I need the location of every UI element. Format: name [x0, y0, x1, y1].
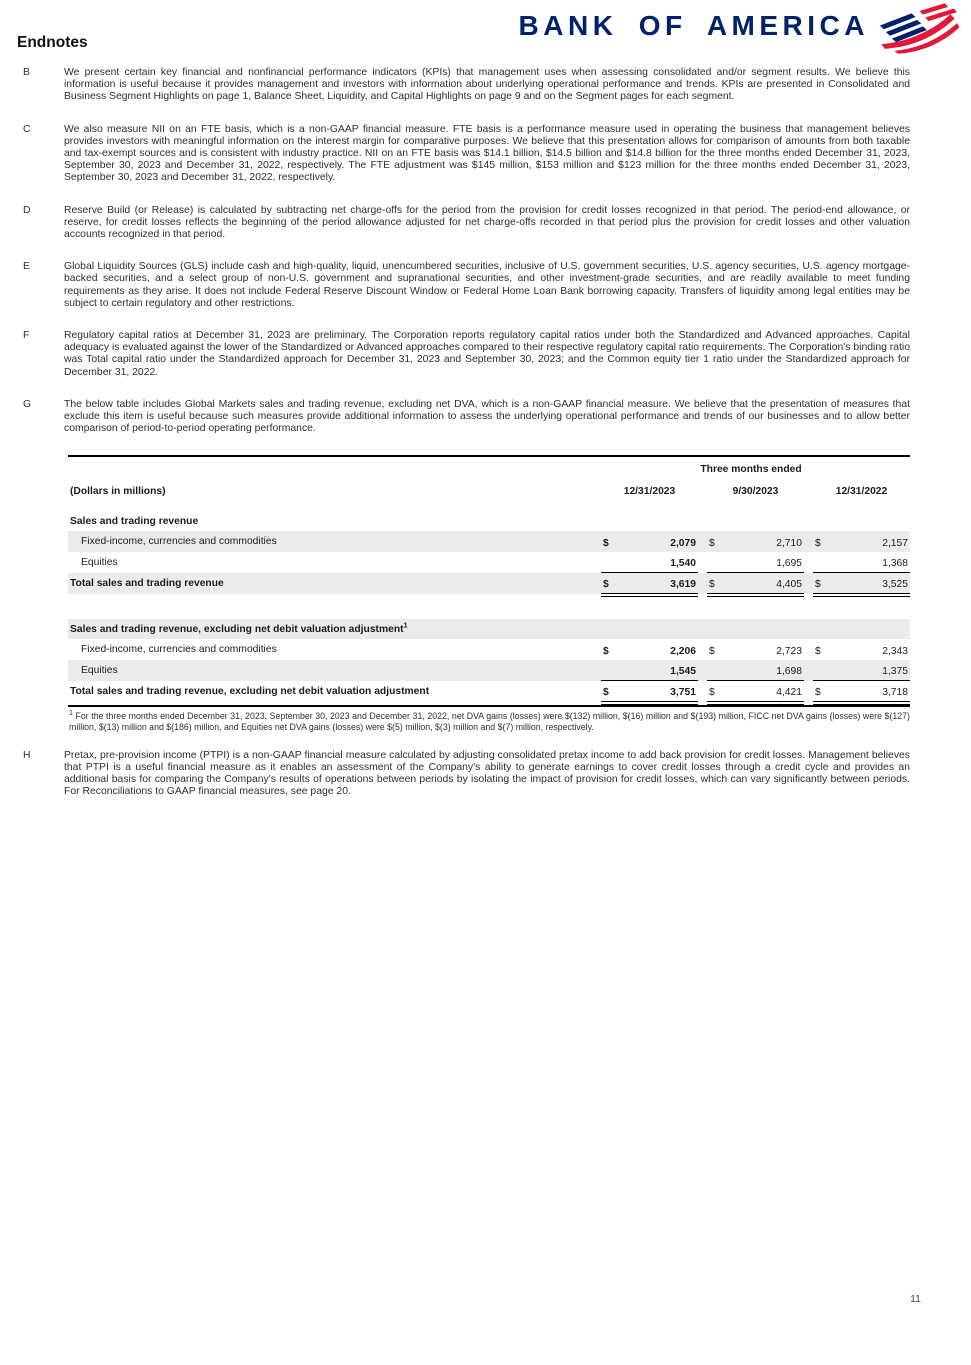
table-cell [601, 552, 698, 573]
endnote-f [23, 330, 910, 379]
cell-value: 3,718 [882, 687, 908, 699]
column-header: 12/31/2023 [623, 486, 676, 498]
endnote-letter: G [23, 398, 32, 410]
cell-value: 1,698 [776, 666, 802, 678]
cell-value: 1,545 [670, 666, 696, 678]
cell-value: 3,751 [670, 687, 696, 699]
table-row [68, 531, 910, 552]
endnote-letter: C [23, 123, 31, 135]
table-cell [601, 639, 698, 660]
table-cell [707, 552, 804, 573]
cell-value: 2,206 [670, 646, 696, 658]
page-number: 11 [910, 1293, 921, 1305]
table-top-rule [68, 455, 910, 457]
cell-value: 2,079 [670, 538, 696, 550]
currency-symbol: $ [709, 687, 715, 699]
currency-symbol: $ [603, 687, 609, 699]
row-label: Total sales and trading revenue, excluding net debit valuation adjustment [70, 686, 430, 698]
currency-symbol: $ [815, 579, 821, 591]
endnote-letter: B [23, 67, 30, 78]
cell-value: 2,710 [776, 538, 802, 550]
dollars-in-millions-label: (Dollars in millions) [70, 486, 166, 498]
bank-of-america-logo [519, 2, 965, 54]
table-cell [813, 681, 910, 702]
flagscape-icon [871, 2, 965, 54]
table-span-header-row [68, 461, 910, 478]
table-cell [813, 660, 910, 681]
currency-symbol: $ [815, 538, 821, 550]
cell-value: 2,157 [882, 538, 908, 550]
currency-symbol: $ [709, 538, 715, 550]
section-header: Sales and trading revenue, excluding net debit valuation adjustment$^1$ [70, 622, 408, 635]
table-cell [813, 531, 910, 552]
row-label: Fixed-income, currencies and commodities [81, 536, 277, 548]
section-header-row [68, 619, 910, 639]
currency-symbol: $ [709, 646, 715, 658]
table-cell [813, 573, 910, 594]
page-title: Endnotes [17, 34, 88, 51]
currency-symbol: $ [709, 579, 715, 591]
table-column-header-row [68, 481, 910, 502]
table-span-header: Three months ended [700, 464, 802, 476]
cell-value: 3,619 [670, 579, 696, 591]
currency-symbol: $ [815, 646, 821, 658]
row-label: Total sales and trading revenue [70, 578, 224, 590]
endnote-g [23, 399, 910, 436]
table-total-row [68, 573, 910, 594]
endnote-b [23, 67, 910, 104]
table-cell [601, 531, 698, 552]
cell-value: 1,540 [670, 558, 696, 570]
table-cell [707, 531, 804, 552]
currency-symbol: $ [603, 538, 609, 550]
bank-of-america-wordmark: BANK OF AMERICA [518, 10, 869, 41]
endnote-letter: F [23, 330, 30, 342]
table-total-row [68, 681, 910, 702]
table-section-gap [68, 594, 910, 619]
column-header: 12/31/2022 [835, 486, 888, 498]
endnote-text: Global Liquidity Sources (GLS) include cash and high-quality, liquid, unencumbered securities, inclusive of U.S. government securities, U.S. agency securities, U.S. agency mortgage-backed securities, and a select group of non-U.S. government and supranational securities, and other investment-grade securities, and are readily available to meet funding requirements as they arise. It does not include Federal Reserve Discount Window or Federal Home Loan Bank borrowing capacity. Transfers of liquidity among legal entities may be subject to certain regulatory and other restrictions. [64, 261, 910, 309]
sales-trading-table [68, 455, 910, 707]
table-cell [601, 660, 698, 681]
currency-symbol: $ [815, 687, 821, 699]
table-cell [707, 660, 804, 681]
endnote-c [23, 124, 910, 185]
cell-value: 2,723 [776, 646, 802, 658]
footnote-marker: 1 [69, 710, 73, 718]
row-label: Equities [81, 665, 118, 677]
table-footnote [68, 711, 910, 732]
footnote-marker: 1 [403, 622, 408, 630]
cell-value: 2,343 [882, 646, 908, 658]
endnote-h [23, 750, 910, 799]
cell-value: 4,421 [776, 687, 802, 699]
endnotes-list [0, 67, 971, 435]
section-header: Sales and trading revenue [70, 515, 199, 527]
currency-symbol: $ [603, 646, 609, 658]
endnote-text: Pretax, pre-provision income (PTPI) is a non-GAAP financial measure calculated by adjusting consolidated pretax income to add back provision for credit losses. Management believes that PTPI is a useful financial measure as it enables an assessment of the Company's ability to generate earnings to cover credit losses through a credit cycle and provides an additional basis for comparing the Company's results of operations between periods by isolating the impact of provision for credit losses, which can vary significantly between periods. For Reconciliations to GAAP financial measures, see page 20. [64, 749, 910, 798]
row-label: Equities [81, 557, 118, 569]
table-bottom-rule [68, 705, 910, 707]
section-header-row [68, 511, 910, 531]
endnote-text: Regulatory capital ratios at December 31, 2023 are preliminary. The Corporation reports regulatory capital ratios under both the Standardized and Advanced approaches. Capital adequacy is evaluated against the lower of the Standardized or Advanced approaches compared to their respective regulatory capital ratio requirements. The Corporation's binding ratio was Total capital ratio under the Standardized approach for December 31, 2023 and September 30, 2023; and the Common equity tier 1 ratio under the Standardized approach for December 31, 2022. [64, 330, 910, 378]
table-row [68, 552, 910, 573]
table-cell [813, 552, 910, 573]
cell-value: 1,375 [882, 666, 908, 678]
endnote-text: Reserve Build (or Release) is calculated by subtracting net charge-offs for the period from the provision for credit losses recognized in that period. The period-end allowance, or reserve, for credit losses reflects the beginning of the period allowance adjusted for net charge-offs recorded in that period plus the provision for credit losses and other valuation accounts recognized in that period. [64, 204, 910, 241]
table-cell [707, 573, 804, 594]
table-cell [707, 639, 804, 660]
table-cell [707, 681, 804, 702]
table-cell [813, 639, 910, 660]
table-row [68, 639, 910, 660]
endnote-letter: H [23, 749, 31, 761]
endnote-text: The below table includes Global Markets sales and trading revenue, excluding net DVA, which is a non-GAAP financial measure. We believe that the presentation of measures that exclude this item is useful because such measures provide additional information to assess the underlying operational performance and trends of our businesses and to allow better comparison of period-to-period operating performance. [64, 398, 910, 435]
table-row [68, 660, 910, 681]
currency-symbol: $ [603, 579, 609, 591]
cell-value: 4,405 [776, 579, 802, 591]
table-cell [601, 573, 698, 594]
cell-value: 1,368 [882, 558, 908, 570]
column-header: 9/30/2023 [732, 486, 779, 498]
endnote-d [23, 205, 910, 242]
endnote-letter: D [23, 204, 31, 216]
cell-value: 3,525 [882, 579, 908, 591]
endnote-text: We also measure NII on an FTE basis, which is a non-GAAP financial measure. FTE basis is a performance measure used in operating the business that management believes provides investors with meaningful information on the interest margin for comparative purposes. We believe that this presentation allows for comparison of amounts from both taxable and tax-exempt sources and is consistent with industry practice. NII on an FTE basis was $14.1 billion, $14.5 billion and $14.8 billion for the three months ended December 31, 2023, September 30, 2023 and December 31, 2022, respectively. The FTE adjustment was $145 million, $153 million and $123 million for the three months ended December 31, 2023, September 30, 2023 and December 31, 2022, respectively. [64, 123, 910, 184]
endnote-text: We present certain key financial and nonfinancial performance indicators (KPIs) that management uses when assessing consolidated and/or segment results. We believe this information is useful because it provides management and investors with information about underlying operational performance and trends. KPIs are presented in Consolidated and Business Segment Highlights on page 1, Balance Sheet, Liquidity, and Capital Highlights on page 9 and on the Segment pages for each segment. [64, 67, 910, 103]
endnote-letter: E [23, 261, 30, 273]
endnote-e [23, 261, 910, 310]
row-label: Fixed-income, currencies and commodities [81, 644, 277, 656]
table-cell [601, 681, 698, 702]
footnote-text: For the three months ended December 31, 2023, September 30, 2023 and December 31, 2022, net DVA gains (losses) were $(132) million, $(16) million and $(193) million, FICC net DVA gains (losses) were $(127) million, $(13) million and $(186) million, and Equities net DVA gains (losses) were $(5) million, $(3) million and $(7) million, respectively. [69, 711, 910, 733]
cell-value: 1,695 [776, 558, 802, 570]
